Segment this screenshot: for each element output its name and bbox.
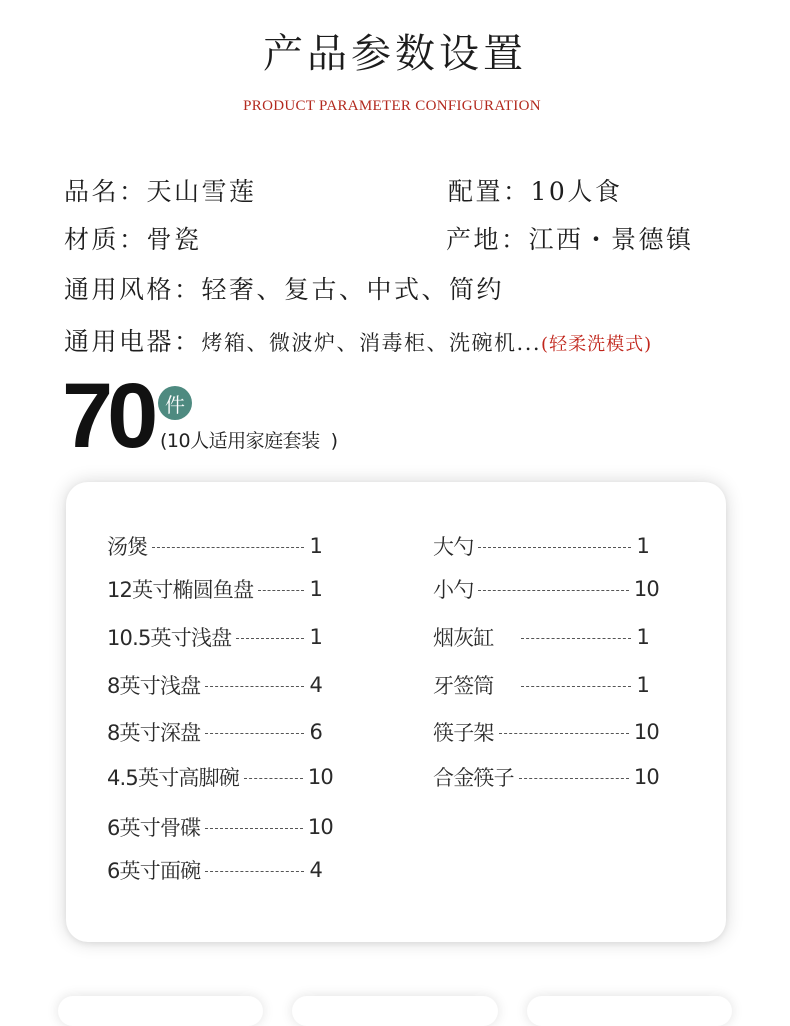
dotted-leader	[519, 778, 629, 779]
item-qty: 4	[309, 673, 322, 697]
item-qty: 4	[309, 858, 322, 882]
item-qty: 1	[309, 534, 322, 558]
list-item	[433, 575, 659, 603]
spec-appliances-note: (轻柔洗模式)	[541, 334, 653, 355]
item-name: 汤煲	[107, 535, 148, 559]
item-name: 小勺	[433, 578, 474, 602]
spec-origin-label: 产地：	[446, 225, 529, 254]
list-item	[107, 718, 322, 746]
item-name: 筷子架	[433, 721, 494, 745]
page-title: 产品参数设置	[263, 31, 527, 77]
dotted-leader	[152, 547, 304, 548]
list-item	[107, 856, 322, 884]
spec-material	[64, 220, 202, 256]
item-name: 6英寸面碗	[107, 859, 201, 883]
item-name: 牙签筒	[433, 674, 494, 698]
spec-material-label: 材质：	[64, 225, 147, 254]
dotted-leader	[521, 686, 632, 687]
spec-origin-value: 江西・景德镇	[528, 225, 694, 254]
next-card-edge-left	[58, 996, 263, 1026]
spec-material-value: 骨瓷	[146, 225, 202, 254]
item-qty: 10	[307, 765, 333, 789]
spec-appliances-label: 通用电器：	[64, 327, 202, 356]
spec-config-label: 配置：	[448, 177, 531, 206]
list-item	[107, 575, 322, 603]
item-name: 8英寸浅盘	[107, 674, 201, 698]
list-item	[107, 671, 322, 699]
list-item	[107, 813, 333, 841]
dotted-leader	[521, 638, 632, 639]
list-item	[433, 532, 649, 560]
item-qty: 1	[636, 673, 649, 697]
item-qty: 10	[633, 765, 659, 789]
item-name: 烟灰缸	[433, 626, 494, 650]
dotted-leader	[478, 547, 631, 548]
item-qty: 1	[309, 577, 322, 601]
item-name: 12英寸椭圆鱼盘	[107, 578, 254, 602]
list-item	[433, 623, 649, 651]
piece-unit-badge: 件	[158, 386, 192, 420]
dotted-leader	[205, 733, 304, 734]
spec-appliances-value: 烤箱、微波炉、消毒柜、洗碗机...	[201, 331, 542, 355]
item-name: 合金筷子	[433, 766, 514, 790]
spec-name-label: 品名：	[64, 177, 147, 206]
item-name: 大勺	[433, 535, 474, 559]
item-name: 6英寸骨碟	[107, 816, 201, 840]
list-item	[107, 532, 322, 560]
spec-style-label: 通用风格：	[64, 275, 202, 304]
item-qty: 6	[309, 720, 322, 744]
dotted-leader	[236, 638, 304, 639]
list-item	[433, 671, 649, 699]
item-qty: 1	[636, 534, 649, 558]
list-item	[107, 623, 322, 651]
list-item	[107, 763, 333, 791]
spec-style-value: 轻奢、复古、中式、简约	[201, 275, 505, 304]
dotted-leader	[205, 871, 304, 872]
dotted-leader	[478, 590, 628, 591]
item-qty: 10	[633, 720, 659, 744]
spec-style	[64, 270, 504, 306]
list-item	[433, 718, 659, 746]
list-item	[433, 763, 659, 791]
item-qty: 1	[309, 625, 322, 649]
spec-name	[64, 172, 257, 208]
spec-config-value: 10人食	[530, 177, 623, 206]
item-qty: 10	[633, 577, 659, 601]
spec-origin	[446, 220, 694, 256]
next-card-edge-right	[527, 996, 732, 1026]
item-name: 10.5英寸浅盘	[107, 626, 232, 650]
spec-config	[448, 172, 622, 208]
item-qty: 10	[307, 815, 333, 839]
item-name: 8英寸深盘	[107, 721, 201, 745]
item-name: 4.5英寸高脚碗	[107, 766, 239, 790]
dotted-leader	[205, 828, 303, 829]
spec-name-value: 天山雪莲	[146, 177, 257, 206]
piece-count: 70	[62, 365, 153, 467]
spec-appliances	[64, 322, 652, 358]
next-card-edge-middle	[292, 996, 498, 1026]
piece-count-description: (10人适用家庭套装 )	[160, 430, 338, 452]
dotted-leader	[258, 590, 304, 591]
dotted-leader	[499, 733, 629, 734]
item-qty: 1	[636, 625, 649, 649]
dotted-leader	[244, 778, 303, 779]
dotted-leader	[205, 686, 304, 687]
page-subtitle: PRODUCT PARAMETER CONFIGURATION	[243, 98, 541, 114]
